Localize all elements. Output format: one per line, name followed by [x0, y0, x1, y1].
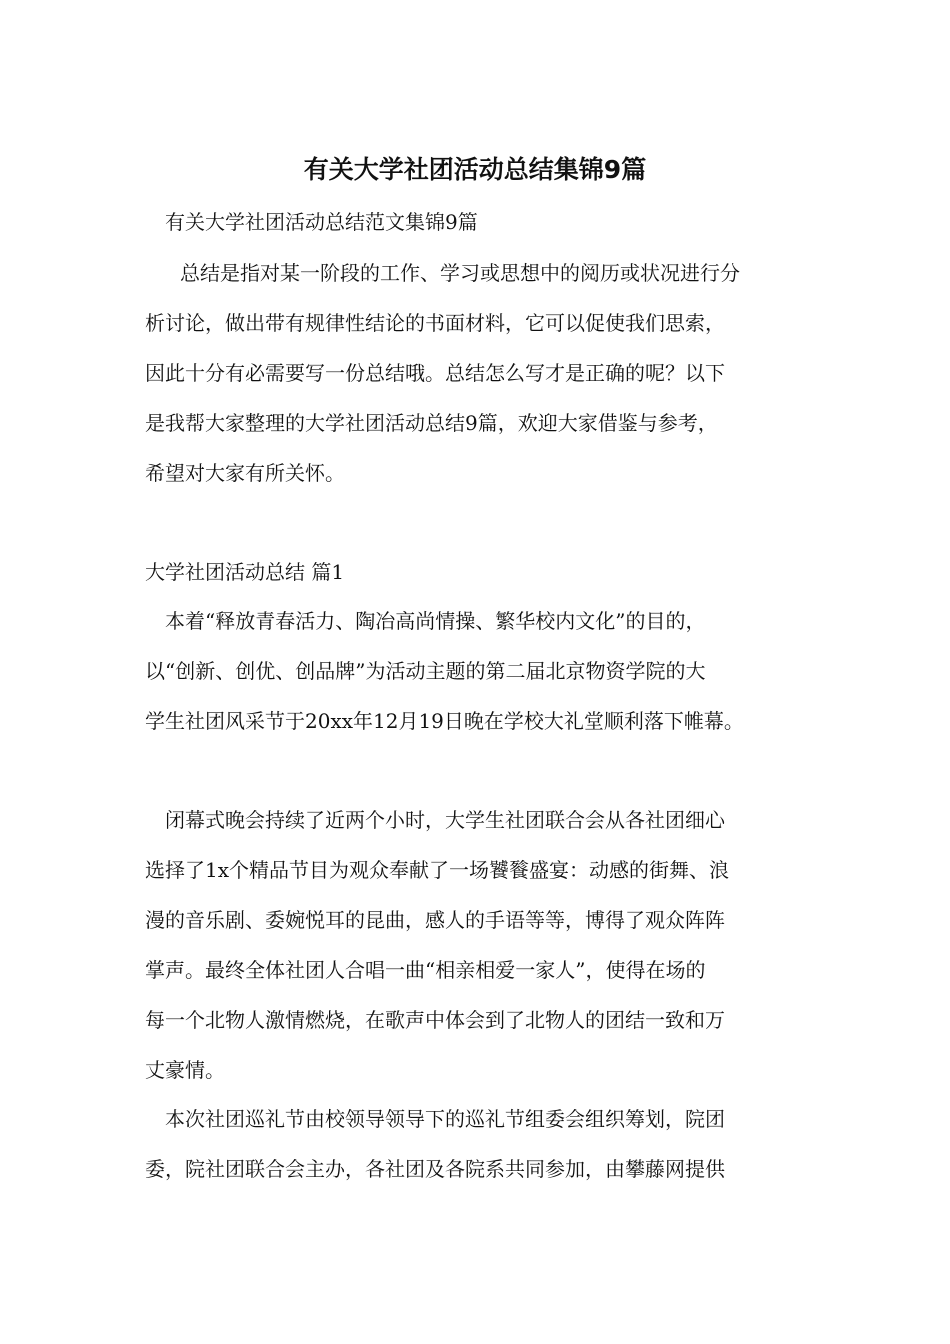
paragraph-line: 本次社团巡礼节由校领导领导下的巡礼节组委会组织筹划，院团 [165, 1107, 725, 1131]
paragraph-line: 闭幕式晚会持续了近两个小时，大学生社团联合会从各社团细心 [165, 808, 725, 832]
intro-line: 总结是指对某一阶段的工作、学习或思想中的阅历或状况进行分 [180, 261, 740, 285]
intro-line: 析讨论，做出带有规律性结论的书面材料，它可以促使我们思索， [145, 311, 725, 335]
section-heading: 大学社团活动总结 篇1 [145, 560, 345, 584]
document-title: 有关大学社团活动总结集锦9篇 [303, 155, 647, 184]
intro-line: 因此十分有必需要写一份总结哦。总结怎么写才是正确的呢？以下 [145, 361, 725, 385]
paragraph-line: 本着“释放青春活力、陶冶高尚情操、繁华校内文化”的目的， [165, 609, 706, 633]
intro-line: 希望对大家有所关怀。 [145, 461, 345, 485]
paragraph-line: 以“创新、创优、创品牌”为活动主题的第二届北京物资学院的大 [145, 659, 706, 683]
paragraph-line: 委，院社团联合会主办，各社团及各院系共同参加，由攀藤网提供 [145, 1157, 725, 1181]
paragraph-line: 掌声。最终全体社团人合唱一曲“相亲相爱一家人”，使得在场的 [145, 958, 706, 982]
document-subtitle: 有关大学社团活动总结范文集锦9篇 [165, 210, 478, 234]
paragraph-line: 选择了1x个精品节目为观众奉献了一场饕餮盛宴：动感的街舞、浪 [145, 858, 730, 882]
paragraph-line: 漫的音乐剧、委婉悦耳的昆曲，感人的手语等等，博得了观众阵阵 [145, 908, 725, 932]
intro-line: 是我帮大家整理的大学社团活动总结9篇，欢迎大家借鉴与参考， [145, 411, 718, 435]
paragraph-line: 每一个北物人激情燃烧，在歌声中体会到了北物人的团结一致和万 [145, 1008, 725, 1032]
paragraph-line: 丈豪情。 [145, 1058, 225, 1082]
paragraph-line: 学生社团风采节于20xx年12月19日晚在学校大礼堂顺利落下帷幕。 [145, 709, 744, 733]
